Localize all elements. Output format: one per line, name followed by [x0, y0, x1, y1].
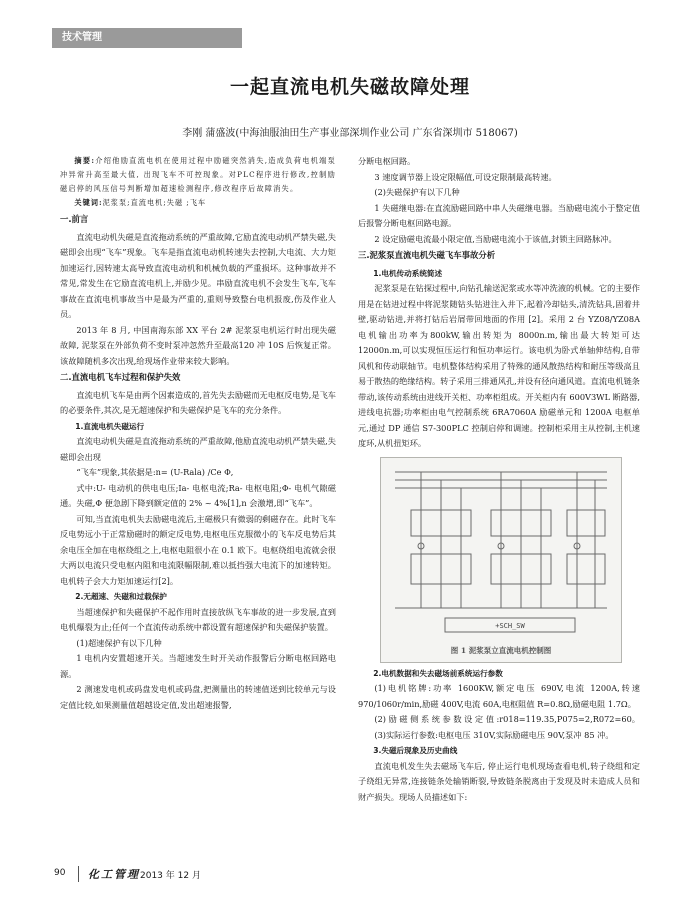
author-line: 李刚 蒲盛波(中海油服油田生产事业部深圳作业公司 广东省深圳市 518067) [182, 128, 518, 139]
breaker-block [567, 510, 605, 536]
subsection-3-1-heading: 1.电机传动系统简述 [373, 268, 443, 278]
abstract-text: 介绍他励直流电机在使用过程中励磁突然消失,造成负荷电机端泵冲异常升高至最大值, 出现飞车不可控现象。对PLC程序进行修改,控制励磁启停的风压信号判断增加超速检测程序,修改程序后故障消失。 [60, 156, 336, 193]
diagram-label: +SCH_SW [495, 621, 525, 630]
paragraph: (2)失磁保护有以下几种 [374, 187, 460, 197]
article-title: 一起直流电机失磁故障处理 [229, 76, 470, 98]
converter-block [567, 554, 605, 584]
right-column [358, 154, 640, 805]
paragraph: (1)电机铭牌:功率 1600KW,额定电压 690V,电流 1200A,转速 970/1060r/min,励磁 400V,电流 60A,电枢阻值 R=0.8Ω,励磁电阻 1.7Ω。 [358, 683, 640, 709]
paragraph: 分断电枢回路。 [358, 156, 416, 166]
section-tag: 技术管理 [52, 28, 242, 48]
paragraph: 当超速保护和失磁保护不起作用时直接放纵飞车事故的进一步发展,直到电机爆裂为止;任何一个直流传动系统中都设置有超速保护和失磁保护装置。 [60, 606, 336, 632]
section-3-heading: 三.泥浆泵直流电机失磁飞车事故分析 [358, 250, 496, 260]
paragraph: 式中:U- 电动机的供电电压;Ia- 电枢电流;Ra- 电枢电阻;Φ- 电机气隙磁通。失磁,Φ 便急剧下降到额定值的 2% ~ 4%[1],n 会激增,即“飞车”。 [60, 482, 336, 508]
keywords-text: 泥浆泵;直流电机;失磁 ;飞车 [102, 198, 207, 207]
paragraph: 2013 年 8 月, 中国南海东部 XX 平台 2# 泥浆泵电机运行时出现失磁故障, 泥浆泵在外部负荷不变时泵冲忽然升至最高120 冲 10S 后恢复正常。该故障随机多次出现,给现场作业带来较大影响。 [60, 324, 336, 366]
footer-divider [78, 866, 79, 882]
paragraph: 1 电机内安置超速开关。当超速发生时开关动作报警后分断电枢回路电源。 [60, 653, 336, 679]
figure-caption: 图 1 泥浆泵立直流电机控制图 [450, 646, 552, 655]
keywords [60, 196, 336, 210]
abstract-label: 摘要: [74, 156, 96, 165]
page-footer [52, 866, 648, 884]
section-2-heading: 二.直流电机飞车过程和保护失效 [60, 372, 181, 382]
paragraph: 2 设定励磁电流最小限定值,当励磁电流小于该值,封锁主回路脉冲。 [374, 233, 617, 244]
control-diagram [381, 458, 621, 662]
paragraph: 直流电动机失磁是直流拖动系统的严重故障,他励直流电动机严禁失磁,失磁即会出现 [60, 436, 336, 462]
paragraph: 1 失磁继电器:在直流励磁回路中串人失磁继电器。当励磁电流小于整定值后报警分断电枢回路电源。 [358, 202, 640, 228]
abstract [60, 154, 336, 196]
issue-date: 2013 年 12 月 [140, 871, 201, 881]
paragraph: (2) 励 磁 侧 系 统 参 数 设 定 值 :r018=119.35,P075=2,R072=60。 [374, 714, 640, 724]
journal-name: 化工管理 [88, 868, 140, 881]
paragraph: (1)超速保护有以下几种 [76, 637, 162, 648]
paragraph: 直流电机飞车是由两个因素造成的,首先失去励磁而无电枢反电势,是飞车的必要条件,其次,是无超速保护和失磁保护是飞车的充分条件。 [60, 389, 336, 415]
subsection-2-1-heading: 1.直流电机失磁运行 [75, 421, 145, 431]
subsection-2-2-heading: 2.无超速、失磁和过载保护 [75, 592, 167, 601]
paragraph: 直流电动机失磁是直流拖动系统的严重故障,它励直流电动机严禁失磁,失磁即会出现“飞车”现象。飞车是指直流电动机转速失去控制,大电流、大力矩加速运行,因转速太高导致直流电动机和机械负载的严重损坏。这种事故并不常见,常发生在它励直流电机上,并励少见。串励直流电机不会发生飞车,飞车事故在直流电机事故当中是最为严重的,重则导致整台电机报废,伤及作业人员。 [60, 231, 336, 319]
formula-line: “飞车”现象,其依据是:n= (U-Rala) /Ce Φ, [76, 467, 234, 477]
keywords-label: 关键词: [74, 198, 103, 207]
paragraph: 可知,当直流电机失去励磁电流后,主磁极只有微弱的剩磁存在。此时飞车反电势远小于正常励磁时的额定反电势,电枢电压克服微小的飞车反电势后其余电压全加在电枢绕组之上,电枢电阻很小在 0.1 欧下。电枢绕组电流就会很大两以电流只受电枢内阻和电流限幅限制,难以抵挡强大电流下的加速转矩。电机转子会大力矩加速运行[2]。 [60, 513, 336, 586]
control-diagram-figure [380, 457, 622, 663]
paragraph: 直流电机发生失去磁场飞车后, 停止运行电机现场查看电机,转子绕组和定子绕组无异常,连接链条处输销断裂,导致链条脱离由于发现及时未造成人员和财产损失。现场人员描述如下: [358, 760, 640, 802]
paragraph: 泥浆泵是在钻探过程中,向钻孔输送泥浆或水等冲洗液的机械。它的主要作用是在钻进过程中将泥浆随钻头钻进注入井下,起着冷却钻头,清洗钻具,固着井壁,驱动钻进,并将打钻后岩屑带回地面的作用 [2]。采用 2 台 YZ08/YZ08A 电机输出功率为800kW,输出转矩为 8000n.m,输出最大转矩可达 12000n.m,可以实现恒压运行和恒功率运行。该电机为卧式单轴伸结构,自带风机和传动联轴节。电机整体结构采用了特殊的通风散热结构和耐压等级高且易于散热的绝缘结构。转子采用三排通风孔,并设有径向通风道。直流电机链条带动,该传动系统由进线开关柜、功率柜组成。开关柜内有 600V3WL 断路器,进线电抗器;功率柜由电气控制系统 6RA7060A 励磁单元和 1200A 电枢单元,通过 DP 通信 S7-300PLC 控制启停和调速。控制柜采用主从控制,主机速度环,从机扭矩环。 [358, 283, 640, 448]
paragraph: (3)实际运行参数:电枢电压 310V,实际励磁电压 90V,泵冲 85 冲。 [374, 729, 614, 740]
subsection-3-3-heading: 3.失磁后现象及历史曲线 [373, 746, 458, 755]
subsection-3-2-heading: 2.电机数据和失去磁场前系统运行参数 [373, 668, 503, 678]
left-column [60, 154, 336, 713]
section-1-heading: 一.前言 [60, 214, 89, 224]
paragraph: 2 测速发电机或码盘发电机或码盘,把测量出的转速值送到比较单元与设定值比较,如果测量值超越设定值,发出超速报警, [60, 684, 336, 710]
page-number: 90 [54, 868, 66, 878]
paragraph: 3 速度调节器上设定限幅值,可设定限制最高转速。 [374, 171, 557, 182]
